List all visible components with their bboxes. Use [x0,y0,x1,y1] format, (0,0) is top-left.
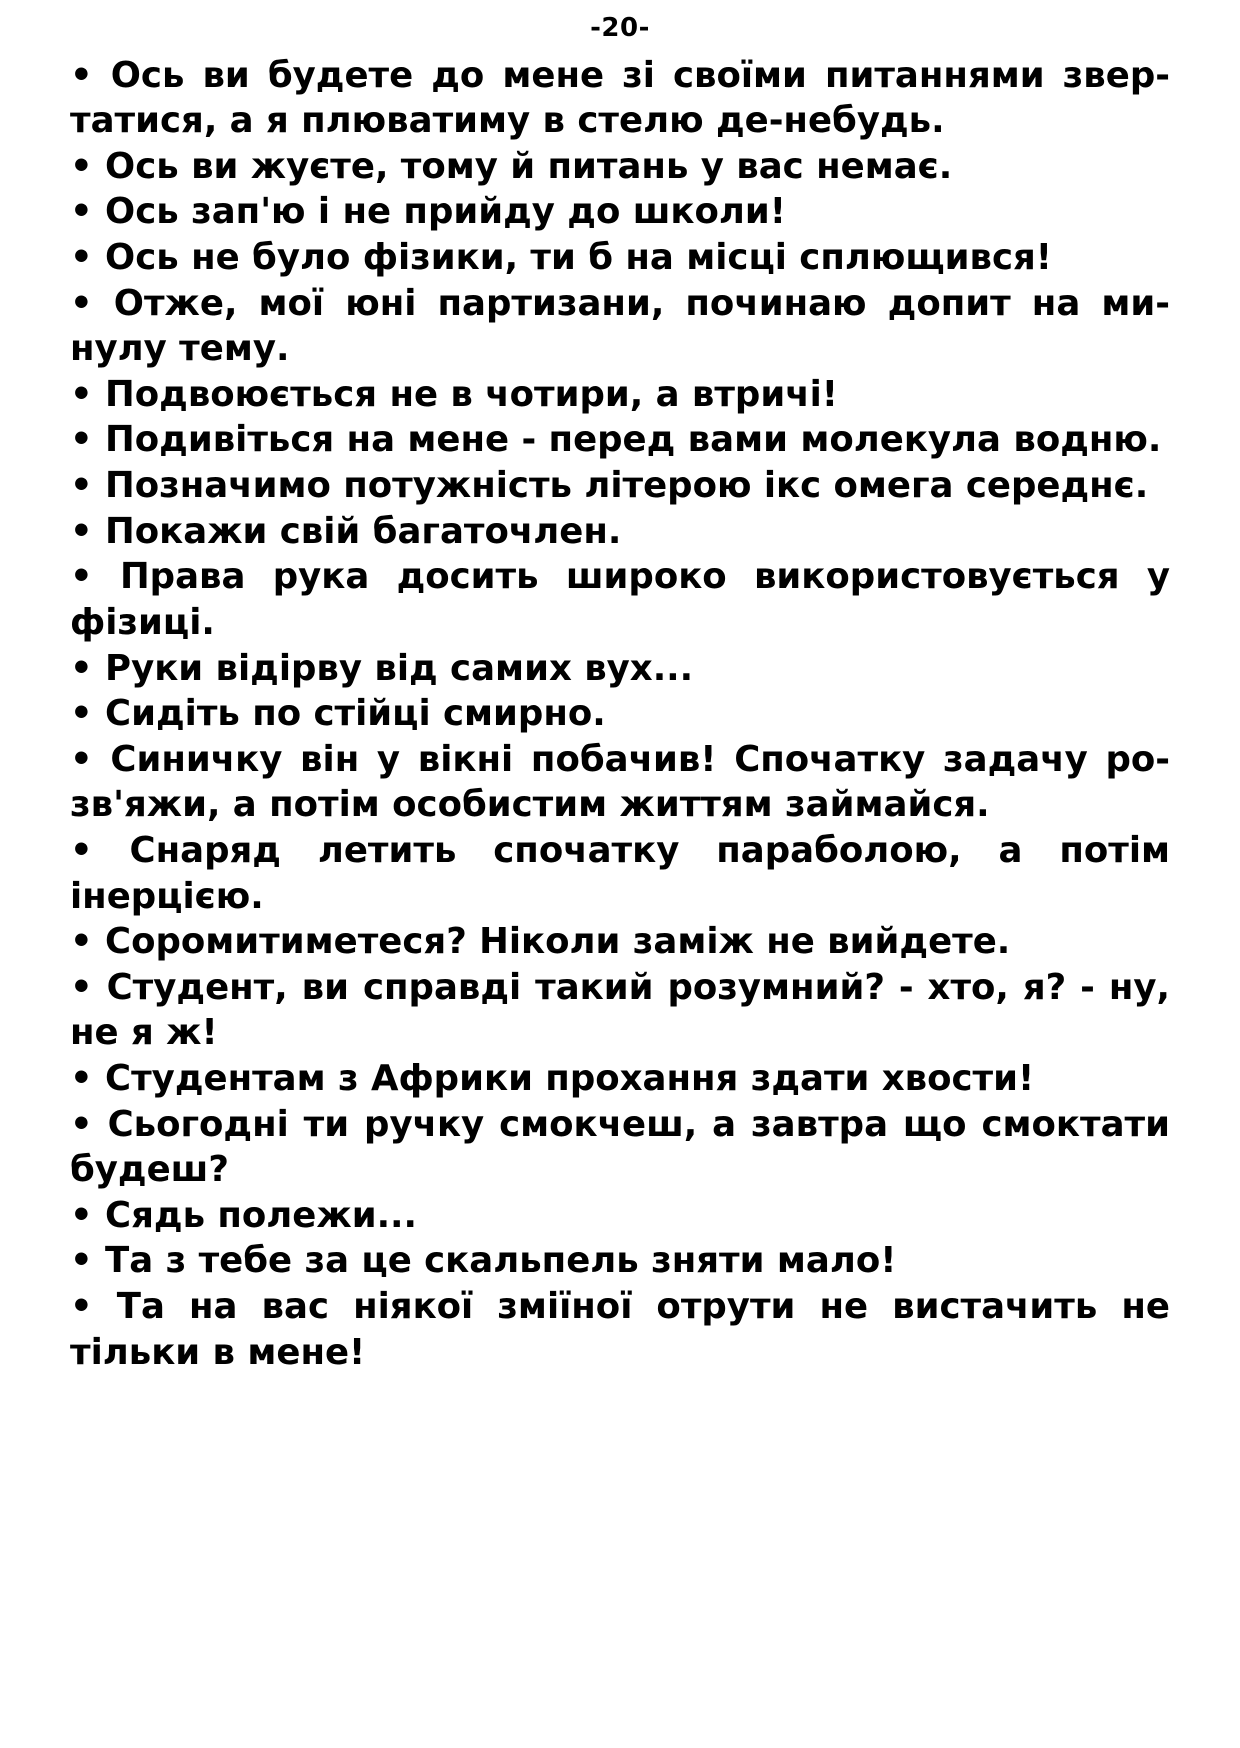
list-item: • Студент, ви справді такий розумний? - хто, я? - ну, не я ж! [70,966,1170,1054]
list-item: • Подвоюється не в чотири, а втричі! [70,373,838,415]
list-item: • Та на вас ніякої зміїної отрути не вистачить не тільки в мене! [70,1286,1170,1373]
list-item: • Покажи свій багаточлен. [70,510,622,552]
list-item: • Права рука досить широко використовується у фізиці. [70,556,1170,643]
list-item: • Снаряд летить спочатку параболою, а потім інерцією. [70,829,1170,917]
list-item: • Соромитиметеся? Ніколи заміж не вийдете. [70,921,1011,963]
list-item: • Ось ви жуєте, тому й питань у вас немає. [70,145,953,187]
list-item: • Руки відірву від самих вух... [70,647,694,689]
list-item: • Ось ви будете до мене зі своїми питаннями звертатися, а я плюватиму в стелю де-небудь. [70,54,1170,142]
list-item: • Сьогодні ти ручку смокчеш, а завтра що смоктати будеш? [70,1103,1170,1191]
list-item: • Ось зап'ю і не прийду до школи! [70,191,786,233]
list-item: • Студентам з Африки прохання здати хвости! [70,1058,1035,1099]
page-number: -20- [590,13,650,43]
list-item: • Отже, мої юні партизани, починаю допит на минулу тему. [70,282,1170,370]
list-item: • Сядь полежи... [70,1194,418,1236]
joke-list [70,53,1170,1376]
list-item: • Сидіть по стійці смирно. [70,693,606,735]
list-item: • Позначимо потужність літерою ікс омега середнє. [70,465,1149,507]
list-item: • Ось не було фізики, ти б на місці сплющився! [70,237,1052,279]
list-item: • Та з тебе за це скальпель зняти мало! [70,1240,897,1282]
list-item: • Подивіться на мене - перед вами молекула водню. [70,419,1162,461]
list-item: • Синичку він у вікні побачив! Спочатку задачу розв'яжи, а потім особистим життям займайся. [70,738,1170,826]
